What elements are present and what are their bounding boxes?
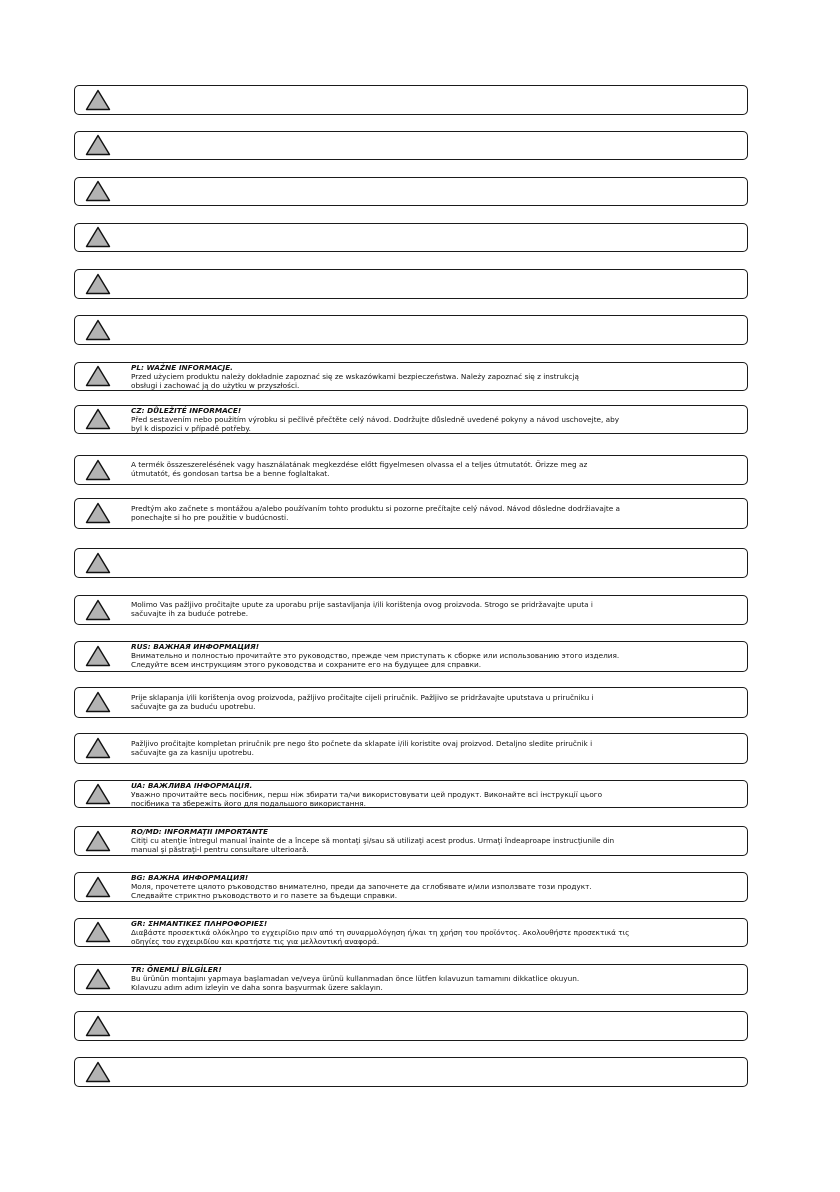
warning-triangle-icon (85, 89, 111, 111)
warning-triangle-icon (85, 1015, 111, 1037)
notice-body: A termék összeszerelésének vagy használatának megkezdése előtt figyelmesen olvassa el a teljes útmutatót. Őrizze meg az útmutatót, és gondosan tartsa be a benne foglaltakat. (131, 460, 588, 479)
warning-box-3 (74, 177, 748, 206)
notice-title: GR: ΣΗΜΑΝΤΙΚΕΣ ΠΛΗΡΟΦΟΡΙΕΣ! (131, 919, 268, 928)
notice-text (131, 827, 737, 855)
warning-triangle-icon (85, 459, 111, 481)
warning-triangle-icon (85, 365, 111, 387)
warning-triangle-icon (85, 968, 111, 990)
notice-title: UA: ВАЖЛИВА ІНФОРМАЦІЯ. (131, 781, 253, 790)
notice-title: TR: ÖNEMLİ BİLGİLER! (131, 965, 222, 974)
notice-body: Pažljivo pročitajte kompletan priručnik pre nego što počnete da sklapate i/ili koristite ovaj proizvod. Detaljno sledite priručnik i sačuvajte ga za kasniju upotrebu. (131, 739, 593, 758)
warning-box-rus (74, 641, 748, 672)
notice-title: RO/MD: INFORMAŢII IMPORTANTE (131, 827, 268, 836)
notice-text (131, 642, 737, 670)
warning-triangle-icon (85, 408, 111, 430)
notice-text (131, 919, 737, 947)
warning-box-tr (74, 964, 748, 995)
warning-box-1 (74, 85, 748, 115)
notice-text (131, 363, 737, 391)
warning-triangle-icon (85, 502, 111, 524)
warning-box-21 (74, 1011, 748, 1041)
warning-triangle-icon (85, 226, 111, 248)
notice-body: Przed użyciem produktu należy dokładnie zapoznać się ze wskazówkami bezpieczeństwa. Należy zapoznać się z instrukcją obsługi i zachować ją do użytku w przyszłości. (131, 372, 579, 391)
warning-triangle-icon (85, 599, 111, 621)
warning-box-ua (74, 780, 748, 808)
notice-body: Molimo Vas pažljivo pročitajte upute za uporabu prije sastavljanja i/ili korištenja ovog proizvoda. Strogo se pridržavajte uputa i sačuvajte ih za buduće potrebe. (131, 600, 593, 619)
warning-box-6 (74, 315, 748, 345)
warning-box-hr (74, 595, 748, 625)
warning-box-rs (74, 733, 748, 764)
notice-body: Před sestavením nebo použitím výrobku si pečlivě přečtěte celý návod. Dodržujte důsledně uvedené pokyny a návod uschovejte, aby byl k dispozici v případě potřeby. (131, 415, 620, 434)
warning-box-11 (74, 548, 748, 578)
notice-text (131, 781, 737, 809)
notice-title: RUS: ВАЖНАЯ ИНФОРМАЦИЯ! (131, 642, 260, 651)
notice-body: Prije sklapanja i/ili korištenja ovog proizvoda, pažljivo pročitajte cijeli priručnik. Pažljivo se pridržavajte uputstava u priručniku i sačuvajte ga za buduću upotrebu. (131, 693, 594, 712)
notice-body: Внимательно и полностью прочитайте это руководство, прежде чем приступать к сборке или использованию этого изделия. Следуйте всем инструкциям этого руководства и сохраните его на будущее для справки. (131, 651, 620, 670)
notice-text (131, 739, 737, 757)
notice-body: Уважно прочитайте весь посібник, перш ніж збирати та/чи використовувати цей продукт. Виконайте всі інструкції цього посібника та збережіть його для подальшого використання. (131, 790, 603, 809)
warning-triangle-icon (85, 319, 111, 341)
warning-box-hu (74, 455, 748, 485)
notice-body: Моля, прочетете цялото ръководство внимателно, преди да започнете да сглобявате и/или използвате този продукт. Следвайте стриктно ръководството и го пазете за бъдещи справки. (131, 882, 592, 901)
warning-triangle-icon (85, 273, 111, 295)
warning-triangle-icon (85, 1061, 111, 1083)
warning-triangle-icon (85, 180, 111, 202)
warning-box-pl (74, 362, 748, 391)
warning-box-gr (74, 918, 748, 947)
warning-triangle-icon (85, 876, 111, 898)
warning-box-4 (74, 223, 748, 252)
warning-triangle-icon (85, 645, 111, 667)
notice-body: Διαβάστε προσεκτικά ολόκληρο το εγχειρίδιο πριν από τη συναρμολόγηση ή/και τη χρήση του προϊόντος. Ακολουθήστε προσεκτικά τις οδηγίες του εγχειριδίου και κρατήστε τις για μελλοντική αναφορά. (131, 928, 630, 947)
warning-box-5 (74, 269, 748, 299)
warning-box-cz (74, 405, 748, 434)
notice-text (131, 460, 737, 478)
warning-box-22 (74, 1057, 748, 1087)
notice-text (131, 504, 737, 522)
notice-body: Citiţi cu atenţie întregul manual înainte de a începe să montaţi şi/sau să utilizaţi acest produs. Urmaţi îndeaproape instrucţiunile din manual şi păstraţi-l pentru consultare ulterioară. (131, 836, 615, 855)
warning-triangle-icon (85, 921, 111, 943)
warning-triangle-icon (85, 134, 111, 156)
warning-box-bg (74, 872, 748, 902)
notice-text (131, 693, 737, 711)
warning-box-ro (74, 826, 748, 856)
warning-box-sk (74, 498, 748, 529)
warning-triangle-icon (85, 552, 111, 574)
notice-title: CZ: DŮLEŽITÉ INFORMACE! (131, 406, 242, 415)
notice-body: Predtým ako začnete s montážou a/alebo používaním tohto produktu si pozorne prečítajte celý návod. Návod dôsledne dodržiavajte a ponechajte si ho pre použitie v budúcnosti. (131, 504, 620, 523)
notice-text (131, 965, 737, 993)
notice-title: BG: ВАЖНА ИНФОРМАЦИЯ! (131, 873, 249, 882)
notice-title: PL: WAŻNE INFORMACJE. (131, 363, 233, 372)
warning-box-ba (74, 687, 748, 718)
warning-box-2 (74, 131, 748, 160)
warning-triangle-icon (85, 737, 111, 759)
warning-triangle-icon (85, 830, 111, 852)
notice-text (131, 600, 737, 618)
warning-triangle-icon (85, 691, 111, 713)
warning-triangle-icon (85, 783, 111, 805)
notice-body: Bu ürünün montajını yapmaya başlamadan ve/veya ürünü kullanmadan önce lütfen kılavuzun tamamını dikkatlice okuyun. Kılavuzu adım adım izleyin ve daha sonra başvurmak üzere saklayın. (131, 974, 580, 993)
notice-text (131, 406, 737, 434)
notice-text (131, 873, 737, 901)
